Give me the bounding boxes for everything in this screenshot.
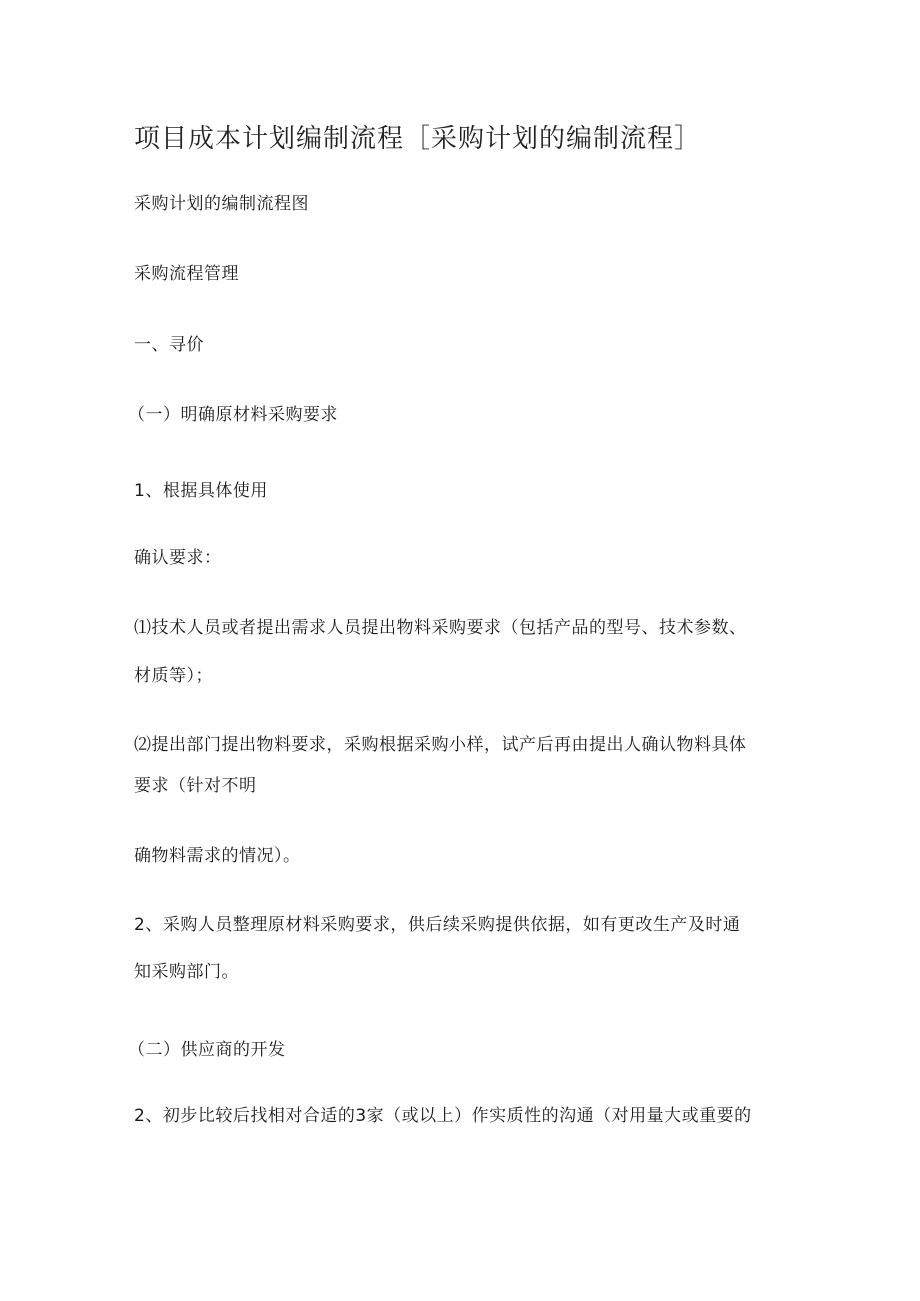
text-line-point-2a: ⑵提出部门提出物料要求，采购根据采购小样，试产后再由提出人确认物料具体	[134, 735, 747, 755]
text-line-item-2b: 知采购部门。	[134, 962, 239, 982]
text-line-confirm: 确认要求：	[134, 548, 222, 568]
subsection-heading-supplier: （二）供应商的开发	[128, 1040, 286, 1060]
section-heading-inquiry: 一、寻价	[134, 335, 204, 355]
text-line-item-2a: 2、采购人员整理原材料采购要求，供后续采购提供依据，如有更改生产及时通	[134, 915, 741, 935]
text-line-process-management: 采购流程管理	[134, 264, 239, 284]
text-line-flowchart-heading: 采购计划的编制流程图	[134, 194, 309, 214]
text-line-point-1b: 材质等）；	[134, 666, 213, 686]
text-line-item-1: 1、根据具体使用	[134, 481, 268, 501]
text-line-point-2c: 确物料需求的情况）。	[134, 846, 301, 866]
text-line-point-2b: 要求（针对不明	[134, 776, 257, 796]
document-title: 项目成本计划编制流程［采购计划的编制流程］	[134, 124, 702, 154]
text-line-point-1a: ⑴技术人员或者提出需求人员提出物料采购要求（包括产品的型号、技术参数、	[134, 618, 747, 638]
text-line-item-2-compare: 2、初步比较后找相对合适的3家（或以上）作实质性的沟通（对用量大或重要的	[134, 1106, 752, 1126]
subsection-heading-requirements: （一）明确原材料采购要求	[128, 405, 338, 425]
